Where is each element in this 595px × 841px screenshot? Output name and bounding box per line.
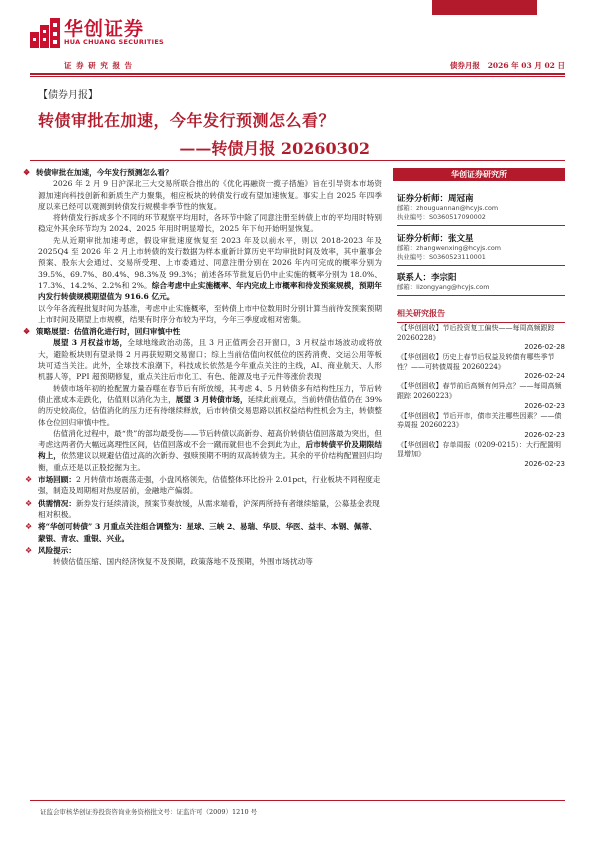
- analyst-title: 证券分析师：周冠南: [397, 194, 474, 204]
- related-report-link[interactable]: 《【华创固收】存单周报（0209-0215）：大行配置明显增加》: [397, 440, 561, 459]
- paragraph: 展望 3 月权益市场，全球地缘政治动荡，且 3 月正值两会召开窗口，3 月权益市场波动或将放大，避险板块则有望录得 2 月再获短期交易窗口；综上当前估值向权低位的医药消费、交运公用等板块可适当关注。此外，全球技术浪潮下，科技成长依然是今年重点关注的主线，AI、商业航天、人形机器人等，PPI 超预期修复，重点关注后市化工、有色、能源及电子元件等涨价表现: [38, 338, 383, 382]
- department-label: 证 券 研 究 报 告: [64, 61, 134, 70]
- list-item: ❖ 供需情况：新券发行延续清淡，预案节奏放缓，从需求端看，沪深两所持有者继续缩量，公募基金表现相对积极。: [25, 498, 380, 519]
- analyst-email: 邮箱：zhangwenxing@hcyjs.com: [397, 243, 501, 252]
- divider: [397, 322, 565, 323]
- related-report-date: 2026-02-23: [524, 459, 565, 468]
- related-report-date: 2026-02-23: [524, 401, 565, 410]
- paragraph: 先从近期审批加速考虑，假设审批速度恢复至 2023 年及以前水平，则以 2018-2023 年及 2025Q4 至 2026 年 2 月上市转债的发行数据为样本重新计算历史平均审批时间及效率，其中董事会预案、股东大会通过、交易所受理、上市委通过、同意注册分别在 2026 年内可完成的概率分别为 39.5%、69.7%、80.4%、98.3%及 99.3%；前述各环节批复后仍中止实施的概率分别为 18.0%、17.3%、14.2%、2.2%和 2%。综合考虑中止实施概率、年内完成上市概率和待发预案规模，预期年内发行转债规模期望值为 916.6 亿元。: [38, 235, 382, 302]
- report-type-date: [400, 60, 565, 71]
- analyst-email: 邮箱：zhouguannan@hcyjs.com: [397, 204, 499, 212]
- footer-license: 证监会审核华创证券投资咨询业务资格批文号：证监许可（2009）1210 号: [40, 808, 258, 816]
- paragraph: 2026 年 2 月 9 日沪深北三大交易所联合推出的《优化再融资一揽子措施》旨在引导资本市场资源加速向科技创新和新质生产力聚集，相应板块的转债发行或有望加速恢复。事实上自 2025 年四季度以来已经可以观测到转债发行规模非季节性的恢复。: [38, 179, 382, 211]
- related-report-date: 2026-02-28: [524, 343, 565, 352]
- divider: [397, 225, 565, 226]
- logo-english-text: HUA CHUANG SECURITIES: [64, 38, 165, 46]
- related-report-link[interactable]: 《【华创固收】节后投资复工偏快——每周高频跟踪 20260228》: [397, 324, 555, 342]
- logo-text: 华创证券: [64, 18, 145, 40]
- list-item: ❖ 市场回顾：2 月转债市场震荡走强，小盘风格领先，估值整体环比扮升 2.01pct，行业板块不同程度走强，制造及周期相对热度居前，金融地产偏弱。: [25, 475, 381, 496]
- analyst-license: 执业编号：S0360523110001: [397, 252, 486, 261]
- title-divider: [30, 160, 565, 161]
- contact-email: 邮箱：lizongyang@hcyjs.com: [397, 283, 490, 291]
- header-divider: [30, 73, 565, 75]
- list-item: ❖ 将“华创可转债” 3 月重点关注组合调整为：星球、三峡 2、易瑞、华辰、华医、益丰、本钢、佩蒂、蒙银、青农、重银、兴业。: [25, 522, 377, 543]
- related-report-date: 2026-02-24: [524, 372, 565, 381]
- related-report-link[interactable]: 《【华创固收】历史上春节后权益及转债有哪些季节性？——可转债周报 20260224》: [397, 353, 555, 371]
- corner-decoration: [432, 0, 537, 15]
- analyst-license: 执业编号：S0360517090002: [397, 213, 486, 221]
- diamond-bullet-icon: ❖: [23, 326, 31, 337]
- paragraph: 转债估值压缩、国内经济恢复不及预期，政策落地不及预期，外围市场扰动等: [53, 557, 313, 567]
- report-type: 债券月报: [449, 61, 480, 70]
- report-tag: 【债券月报】: [38, 90, 98, 101]
- paragraph: 以今年各流程批复时间为基准，考虑中止实施概率，至转债上市中位数用时分别计算当前待发预案预期上市时间及期望上市规模，结果有时序分布较为平均，今年三季度或相对密集。: [38, 303, 382, 324]
- paragraph: 将转债发行拆成多个不同的环节观察平均用时，各环节中除了同意注册至转债上市的平均用时特别稳定外其余环节均为 2024、2025 年用时明显增长，2025 年下旬开始明显恢复。: [38, 213, 382, 234]
- institute-box: 华创证券研究所: [393, 168, 565, 181]
- divider: [397, 295, 565, 296]
- diamond-bullet-icon: ❖: [23, 167, 31, 177]
- diamond-bullet-icon: ❖: [25, 522, 33, 532]
- diamond-bullet-icon: ❖: [25, 545, 33, 555]
- section-heading: ❖ 策略展望：估值消化进行时，回归审慎中性: [23, 326, 181, 337]
- footer-divider: [30, 800, 565, 801]
- paragraph: 转债市场年初的抢配置力量吞噬在春节后有所放缓，其考虑 4、5 月转债多有结构性压力，节后转债止涨成本走跌化，估值则以消化为主，展望 3 月转债市场，延续此前观点，当前转债估值仍在 39%的历史较高位，估值消化的压力还有待继续释放，后市转债交易思路以抓权益结构性机会为主，转债整体仓位回归审慎中性。: [38, 383, 383, 427]
- related-reports-title: 相关研究报告: [397, 307, 445, 318]
- paragraph: 估值消化过程中，最“贵”的部均最受伤——节后转债以高新券、超高价转债估值回落最为突出，但考虑这两者仍大幅远离理性区间，估值回落或不会一蹴而就但也不会到此为止，后市转债平价及期限结构上，依然建议以规避估值过高的次新券、强赎预期不明的双高转债为主。其余的平价结构配置回归均衡，重点还是以正股挖掘为主。: [38, 428, 383, 472]
- related-report-date: 2026-02-23: [524, 430, 565, 439]
- page-title: 转债审批在加速，今年发行预测怎么看？: [38, 111, 336, 130]
- header-divider-thin: [30, 76, 565, 77]
- diamond-bullet-icon: ❖: [25, 498, 33, 508]
- diamond-bullet-icon: ❖: [25, 475, 33, 485]
- report-date: 2026 年 03 月 02 日: [487, 61, 565, 70]
- analyst-title: 证券分析师：张文星: [397, 233, 474, 244]
- logo-icon: [30, 18, 60, 48]
- related-report-link[interactable]: 《【华创固收】节后开市，债市关注哪些因素？——债券周报 20260223》: [397, 411, 562, 430]
- page-subtitle: ——转债月报 20260302: [179, 139, 370, 158]
- related-report-link[interactable]: 《【华创固收】春节前后高频有何异点？——每周高频跟踪 20260223》: [397, 382, 562, 400]
- contact-title: 联系人：李宗阳: [397, 273, 457, 283]
- divider: [397, 265, 565, 266]
- section-heading: ❖ 转债审批在加速，今年发行预测怎么看？: [23, 167, 173, 177]
- sidebar: [397, 186, 565, 468]
- main-content: [22, 166, 382, 567]
- list-item: ❖ 风险提示：: [25, 545, 76, 555]
